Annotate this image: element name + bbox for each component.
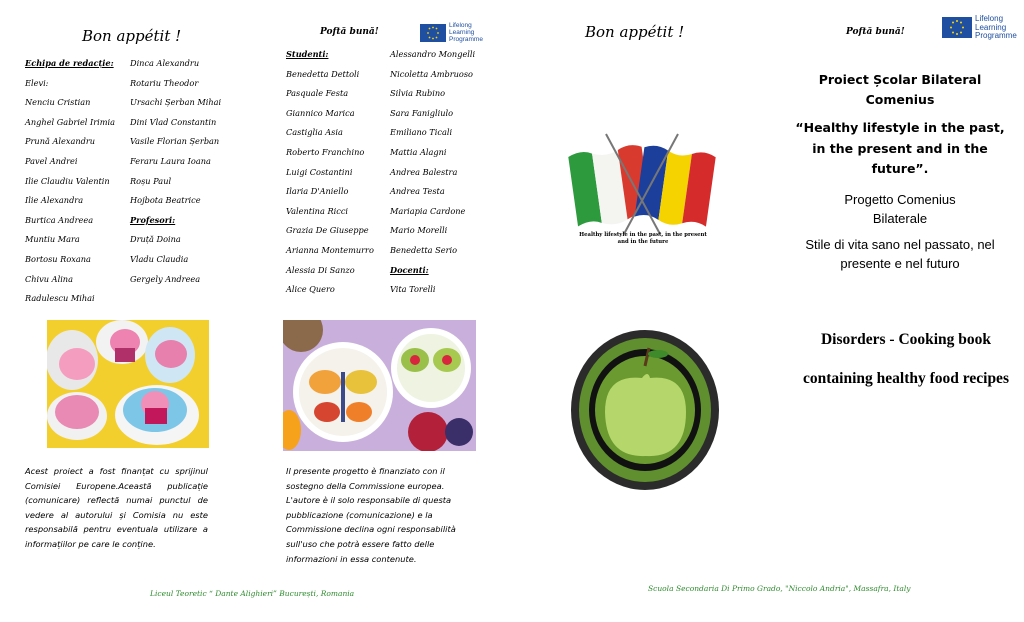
name-line: Radulescu Mihai xyxy=(25,293,95,304)
name-line: Druță Doina xyxy=(130,234,181,245)
panel2-names-left xyxy=(286,45,374,300)
name-line: Dini Vlad Constantin xyxy=(130,116,217,127)
panel1-names-right xyxy=(130,54,221,289)
footer-italy: Scuola Secondaria Di Primo Grado, "Niccolo Andria", Massafra, Italy xyxy=(648,584,911,593)
name-line: Anghel Gabriel Irimia xyxy=(25,116,116,127)
name-line: Ilie Alexandra xyxy=(25,195,84,206)
eu-flag-icon xyxy=(420,24,446,42)
name-line: Hojbota Beatrice xyxy=(130,195,201,206)
name-line: Mattia Alagni xyxy=(390,146,447,157)
name-line: Gergely Andreea xyxy=(130,273,201,284)
name-line: Burtica Andreea xyxy=(25,214,94,225)
name-line: Pasquale Festa xyxy=(286,88,349,99)
book-title: Disorders - Cooking book xyxy=(820,331,992,348)
llp-logo-2 xyxy=(942,15,1017,41)
name-line: Valentina Ricci xyxy=(286,205,349,216)
name-line: Arianna Montemurro xyxy=(286,244,374,255)
name-line: Andrea Balestra xyxy=(390,166,458,177)
name-line: Chivu Alina xyxy=(25,273,73,284)
name-line: Prună Alexandru xyxy=(25,136,96,147)
badge-svg xyxy=(570,328,720,492)
name-line: Giannico Marica xyxy=(286,107,355,118)
name-line: Vasile Florian Șerban xyxy=(130,136,220,147)
name-line: Mariapia Cardone xyxy=(390,205,466,216)
footer-romania: Liceul Teoretic “ Dante Alighieri” București, Romania xyxy=(150,589,355,598)
name-line: Feraru Laura Ioana xyxy=(130,155,211,166)
name-line: Echipa de redacție: xyxy=(25,58,114,68)
name-line: Mario Morelli xyxy=(390,225,448,236)
healthy-apple-badge xyxy=(570,328,720,492)
name-line: Nenciu Cristian xyxy=(25,97,91,108)
greeting-pofta-buna-2: Poftă bună! xyxy=(846,27,905,37)
name-line: Alessia Di Sanzo xyxy=(286,264,355,275)
name-line: Ursachi Șerban Mihai xyxy=(130,97,222,108)
project-title: Proiect Școlar Bilateral Comenius xyxy=(818,72,982,107)
funding-text-it: Il presente progetto è finanziato con il sostegno della Commissione europea. L'autore è il solo responsabile di questa pubblicazione (comunicazione) e la Commissione declina ogni responsabilità sull'uso che potrà essere fatto delle informazioni in essa contenute. xyxy=(286,466,456,564)
name-line: Roberto Franchino xyxy=(286,146,365,157)
cupcakes-photo xyxy=(47,320,209,448)
name-line: Benedetta Serio xyxy=(390,244,458,255)
eu-flag-icon xyxy=(942,17,972,38)
name-line: Muntiu Mara xyxy=(25,234,80,245)
crossed-flags-image xyxy=(566,126,718,252)
flags-caption: Healthy lifestyle in the past, in the present and in the future xyxy=(579,232,707,245)
name-line: Studenti: xyxy=(286,49,329,59)
llp-text: Lifelong Learning Programme xyxy=(975,14,1017,40)
name-line: Elevi: xyxy=(25,77,49,88)
panel1-names-left xyxy=(25,54,115,309)
project-quote: “Healthy lifestyle in the past, in the present and in the future”. xyxy=(795,120,1005,176)
greeting-pofta-buna-1: Poftă bună! xyxy=(320,27,379,37)
name-line: Grazia De Giuseppe xyxy=(286,225,369,236)
name-line: Alessandro Mongelli xyxy=(390,49,476,59)
name-line: Rotariu Theodor xyxy=(130,77,199,88)
name-line: Vita Torelli xyxy=(390,284,436,295)
name-line: Emiliano Ticali xyxy=(390,127,453,138)
name-line: Andrea Testa xyxy=(390,186,445,197)
llp-logo-1 xyxy=(420,22,483,43)
name-line: Sara Fanigliulo xyxy=(390,107,454,118)
stile-text: Stile di vita sano nel passato, nel presente e nel futuro xyxy=(805,237,995,271)
name-line: Luigi Costantini xyxy=(286,166,353,177)
name-line: Benedetta Dettoli xyxy=(286,68,360,79)
panel2-names-right xyxy=(390,45,475,300)
name-line: Bortosu Roxana xyxy=(25,253,91,264)
name-line: Castiglia Asia xyxy=(286,127,343,138)
name-line: Docenti: xyxy=(390,264,429,275)
greeting-bon-appetit-2: Bon appétit ! xyxy=(585,23,685,41)
name-line: Nicoletta Ambruoso xyxy=(390,68,473,79)
book-subtitle: containing healthy food recipes xyxy=(803,370,1009,387)
llp-text: Lifelong Learning Programme xyxy=(449,22,483,43)
name-line: Ilie Claudiu Valentin xyxy=(25,175,110,186)
name-line: Silvia Rubino xyxy=(390,88,446,99)
fruit-butterfly-photo xyxy=(283,320,476,451)
name-line: Alice Quero xyxy=(286,284,335,295)
name-line: Vladu Claudia xyxy=(130,253,189,264)
name-line: Roșu Paul xyxy=(130,175,172,186)
name-line: Dinca Alexandru xyxy=(130,58,200,68)
greeting-bon-appetit-1: Bon appétit ! xyxy=(82,27,182,45)
name-line: Profesori: xyxy=(130,214,176,225)
funding-text-ro: Acest proiect a fost finanțat cu sprijinul Comisiei Europene.Această publicație (comunicare) reflectă numai punctul de vedere al autorului și Comisia nu este responsabilă pentru eventuala utilizare a informațiilor pe care le conține. xyxy=(25,466,208,549)
progetto-title: Progetto Comenius Bilaterale xyxy=(844,192,956,226)
name-line: Ilaria D'Aniello xyxy=(286,186,349,197)
name-line: Pavel Andrei xyxy=(25,155,78,166)
